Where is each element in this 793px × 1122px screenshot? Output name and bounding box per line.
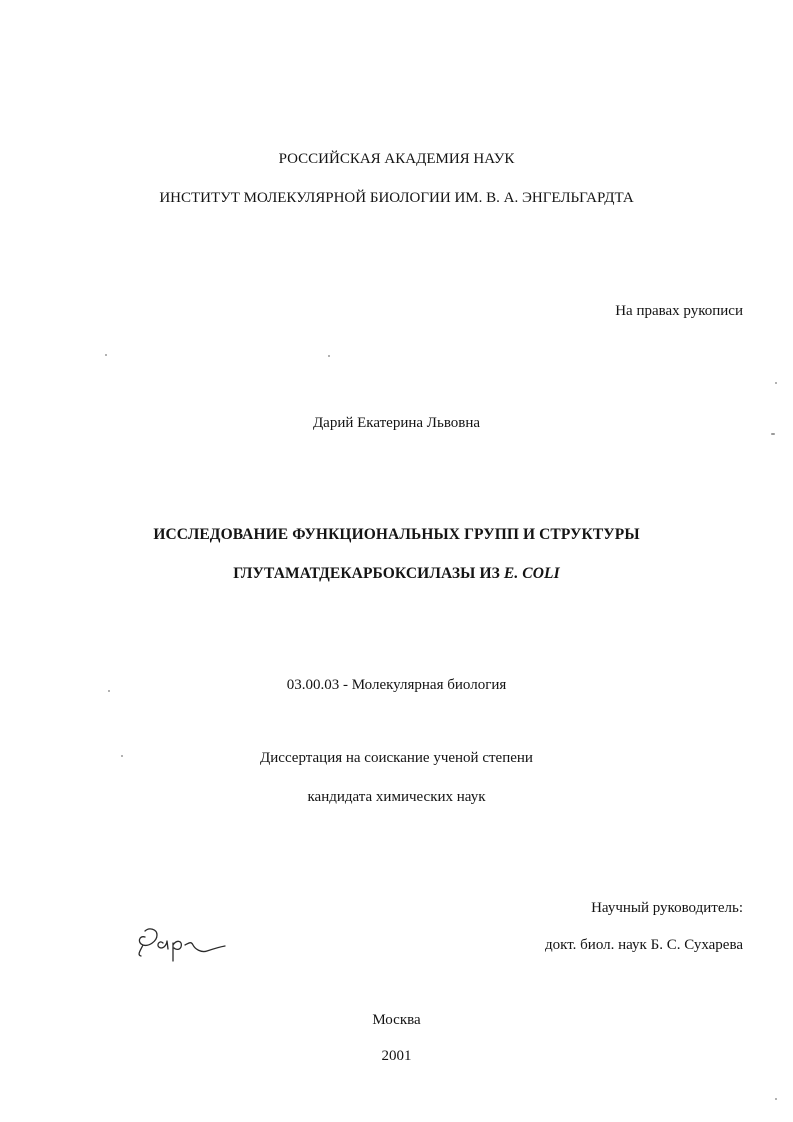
signature-stroke-a [158,941,168,949]
specialty-code: 03.00.03 - Молекулярная биология [286,677,507,693]
signature-stroke-r [173,941,181,961]
title-line-2 [0,565,793,583]
rights-notice: На правах рукописи [615,303,743,319]
supervisor-label: Научный руководитель: [591,900,743,916]
city: Москва [372,1012,421,1028]
scan-speck [775,382,777,384]
title-line-2-text: ГЛУТАМАТДЕКАРБОКСИЛАЗЫ ИЗ [233,565,504,582]
scan-speck [771,433,775,435]
supervisor-name: докт. биол. наук Б. С. Сухарева [545,937,743,953]
signature-stroke-d [139,929,157,956]
scan-speck [121,755,123,757]
scan-speck [775,1098,777,1100]
author-name: Дарий Екатерина Львовна [312,415,481,431]
handwritten-signature [135,923,227,965]
degree-line-1: Диссертация на соискание ученой степени [260,750,533,766]
title-organism: E. COLI [503,565,560,582]
scan-speck [108,690,110,692]
institute-name: ИНСТИТУТ МОЛЕКУЛЯРНОЙ БИОЛОГИИ ИМ. В. А. ЭНГЕЛЬГАРДТА [159,190,634,206]
scan-speck [105,354,107,356]
signature-tail [185,943,225,952]
scan-speck [328,355,330,357]
degree-line-2: кандидата химических наук [307,789,486,805]
title-line-1: ИССЛЕДОВАНИЕ ФУНКЦИОНАЛЬНЫХ ГРУПП И СТРУКТУРЫ [153,526,640,543]
academy-name: РОССИЙСКАЯ АКАДЕМИЯ НАУК [278,151,515,167]
year: 2001 [381,1048,412,1064]
